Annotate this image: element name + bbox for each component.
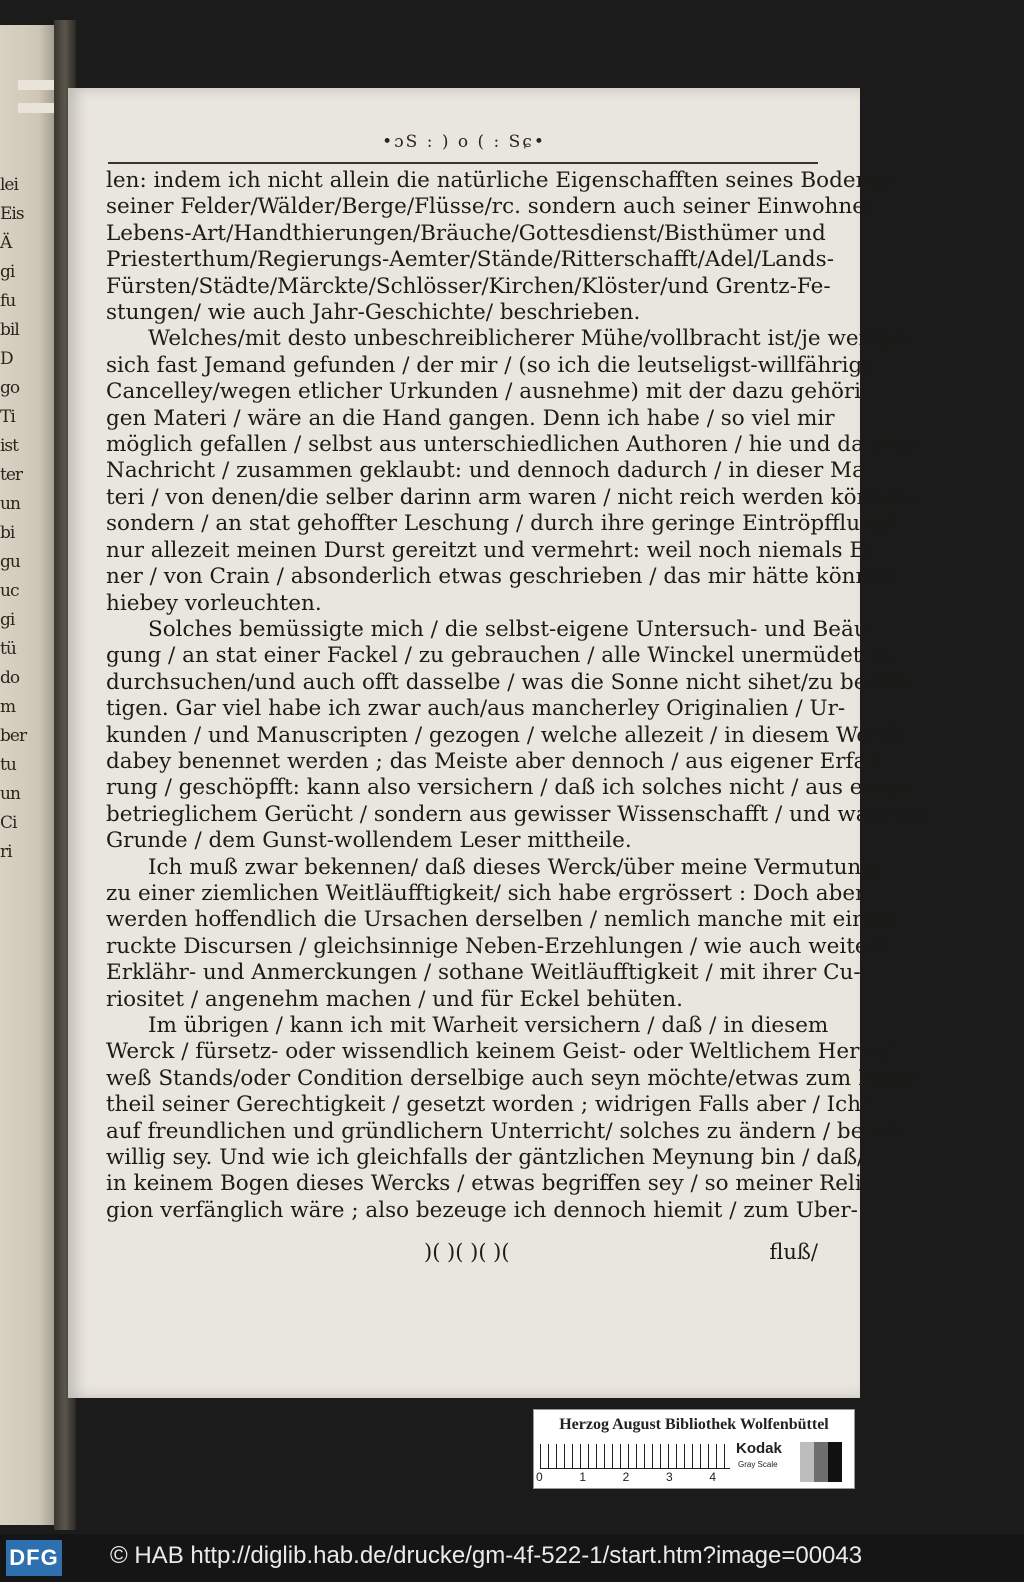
color-target-card bbox=[533, 1409, 855, 1489]
ruler-number: 1 bbox=[579, 1470, 587, 1484]
gray-scale-label: Gray Scale bbox=[738, 1460, 778, 1469]
left-page-fragment: lei bbox=[0, 175, 18, 195]
text-line: willig sey. Und wie ich gleichfalls der gäntzlichen Meynung bin / daß/ bbox=[106, 1145, 865, 1171]
text-line: Im übrigen / kann ich mit Warheit versichern / daß / in diesem bbox=[148, 1013, 829, 1038]
signature-mark: )( )( )( )( bbox=[424, 1240, 510, 1264]
text-line: ner / von Crain / absonderlich etwas geschrieben / das mir hätte können bbox=[106, 564, 896, 590]
page-footer bbox=[106, 1240, 818, 1268]
kodak-logo: Kodak bbox=[736, 1440, 782, 1457]
text-line: gung / an stat einer Fackel / zu gebrauchen / alle Winckel unermüdet zu bbox=[106, 643, 894, 669]
left-page-fragment: un bbox=[0, 784, 20, 804]
text-line: hiebey vorleuchten. bbox=[106, 590, 322, 616]
text-line: ruckte Discursen / gleichsinnige Neben-Erzehlungen / wie auch weitere bbox=[106, 933, 891, 959]
book-page bbox=[68, 88, 926, 1398]
text-line: Nachricht / zusammen geklaubt: und dennoch dadurch / in dieser Ma- bbox=[106, 458, 873, 484]
left-page-fragment: do bbox=[0, 668, 20, 688]
gray-patch bbox=[814, 1442, 828, 1482]
text-line: Grunde / dem Gunst-wollendem Leser mittheile. bbox=[106, 828, 632, 854]
gray-patch bbox=[786, 1442, 800, 1482]
text-line: gen Materi / wäre an die Hand gangen. Denn ich habe / so viel mir bbox=[106, 405, 835, 431]
left-page-fragment: ter bbox=[0, 465, 23, 485]
text-line: sich fast Jemand gefunden / der mir / (so ich die leutseligst-willfährige bbox=[106, 352, 875, 378]
left-page-fragment: uc bbox=[0, 581, 19, 601]
page-text-block bbox=[106, 168, 926, 1224]
left-page-fragment: ri bbox=[0, 842, 12, 862]
left-page-fragment: bi bbox=[0, 523, 15, 543]
ruler-scale bbox=[540, 1444, 730, 1469]
dfg-logo: DFG bbox=[6, 1540, 62, 1576]
ruler-number: 4 bbox=[709, 1470, 716, 1484]
ruler-number: 2 bbox=[622, 1470, 630, 1484]
text-line: Ich muß zwar bekennen/ daß dieses Werck/über meine Vermutung/ bbox=[148, 854, 883, 880]
page-header-ornament: •ɔS : ) o ( : Sɕ• bbox=[382, 132, 546, 152]
left-page-fragment: tü bbox=[0, 639, 16, 659]
text-line: zu einer ziemlichen Weitläufftigkeit/ sich habe ergrössert : Doch aber bbox=[106, 880, 866, 906]
text-line: Werck / fürsetz- oder wissendlich keinem Geist- oder Weltlichem Herrn/ bbox=[106, 1039, 891, 1065]
gray-patches bbox=[786, 1442, 842, 1482]
text-line: stungen/ wie auch Jahr-Geschichte/ beschrieben. bbox=[106, 300, 641, 326]
text-line: Cancelley/wegen etlicher Urkunden / ausnehme) mit der dazu gehöri- bbox=[106, 379, 869, 405]
text-line: Lebens-Art/Handthierungen/Bräuche/Gottesdienst/Bisthümer und bbox=[106, 220, 826, 246]
text-line: nur allezeit meinen Durst gereitzt und vermehrt: weil noch niemals Ei- bbox=[106, 537, 880, 563]
text-line: werden hoffendlich die Ursachen derselben / nemlich manche mit einge- bbox=[106, 907, 900, 933]
source-url[interactable]: © HAB http://diglib.hab.de/drucke/gm-4f-522-1/start.htm?image=00043 bbox=[110, 1542, 863, 1569]
left-page-fragment: go bbox=[0, 378, 20, 398]
left-page-fragment: fu bbox=[0, 291, 16, 311]
text-line: Fürsten/Städte/Märckte/Schlösser/Kirchen/Klöster/und Grentz-Fe- bbox=[106, 273, 831, 299]
left-page-fragment: bil bbox=[0, 320, 19, 340]
text-line: sondern / an stat gehoffter Leschung / durch ihre geringe Eintröpfflung/ bbox=[106, 511, 896, 537]
gray-patch bbox=[800, 1442, 814, 1482]
text-line: Solches bemüssigte mich / die selbst-eigene Untersuch- und Beäu- bbox=[148, 616, 875, 642]
ruler-numbers bbox=[536, 1470, 716, 1484]
text-line: betrieglichem Gerücht / sondern aus gewisser Wissenschafft / und wahrem bbox=[106, 801, 926, 827]
text-line: durchsuchen/und auch offt dasselbe / was die Sonne nicht sihet/zu besich- bbox=[106, 669, 918, 695]
left-page-fragment: Eis bbox=[0, 204, 24, 224]
text-line: Priesterthum/Regierungs-Aemter/Stände/Ritterschafft/Adel/Lands- bbox=[106, 247, 834, 273]
text-line: Welches/mit desto unbeschreiblicherer Mühe/vollbracht ist/je weniger bbox=[148, 326, 917, 352]
text-line: theil seiner Gerechtigkeit / gesetzt worden ; widrigen Falls aber / Ich/ bbox=[106, 1092, 869, 1118]
text-line: auf freundlichen und gründlichern Unterricht/ solches zu ändern / bereit- bbox=[106, 1118, 910, 1144]
text-line: weß Stands/oder Condition derselbige auch seyn möchte/etwas zum Nach- bbox=[106, 1065, 923, 1091]
text-line: Erklähr- und Anmerckungen / sothane Weitläufftigkeit / mit ihrer Cu- bbox=[106, 960, 861, 986]
text-line: teri / von denen/die selber darinn arm waren / nicht reich werden können; bbox=[106, 484, 919, 510]
left-page-fragment: tu bbox=[0, 755, 16, 775]
left-page-fragment: ist bbox=[0, 436, 18, 456]
left-page-fragment: gu bbox=[0, 552, 20, 572]
text-line: in keinem Bogen dieses Wercks / etwas begriffen sey / so meiner Reli- bbox=[106, 1171, 869, 1197]
left-page-fragment: m bbox=[0, 697, 16, 717]
catchword: fluß/ bbox=[769, 1240, 818, 1264]
text-line: kunden / und Manuscripten / gezogen / welche allezeit / in diesem Werck bbox=[106, 722, 905, 748]
text-line: riositet / angenehm machen / und für Eckel behüten. bbox=[106, 986, 683, 1012]
text-line: möglich gefallen / selbst aus unterschiedlichen Authoren / hie und da eine bbox=[106, 432, 917, 458]
library-name: Herzog August Bibliothek Wolfenbüttel bbox=[559, 1416, 829, 1433]
left-page-fragment: gi bbox=[0, 262, 15, 282]
text-line: seiner Felder/Wälder/Berge/Flüsse/rc. sondern auch seiner Einwohner bbox=[106, 194, 876, 220]
text-line: rung / geschöpfft: kann also versichern / daß ich solches nicht / aus einem bbox=[106, 775, 917, 801]
header-rule bbox=[108, 162, 818, 164]
left-page-fragment: D bbox=[0, 349, 13, 369]
footer-bar bbox=[0, 1534, 1024, 1582]
left-page-fragment: un bbox=[0, 494, 20, 514]
text-line: gion verfänglich wäre ; also bezeuge ich dennoch hiemit / zum Uber- bbox=[106, 1197, 858, 1223]
ruler-number: 0 bbox=[536, 1470, 543, 1484]
ruler-number: 3 bbox=[665, 1470, 673, 1484]
left-page-fragment: ber bbox=[0, 726, 27, 746]
left-page-fragment: gi bbox=[0, 610, 15, 630]
left-page-fragment: Ci bbox=[0, 813, 17, 833]
gray-patch bbox=[828, 1442, 842, 1482]
text-line: tigen. Gar viel habe ich zwar auch/aus mancherley Originalien / Ur- bbox=[106, 696, 846, 722]
left-page-fragment: Ä bbox=[0, 233, 12, 253]
left-page-fragment: Ti bbox=[0, 407, 15, 427]
text-line: len: indem ich nicht allein die natürliche Eigenschafften seines Bodems/ bbox=[106, 168, 895, 193]
text-line: dabey benennet werden ; das Meiste aber dennoch / aus eigener Erfah- bbox=[106, 748, 888, 774]
